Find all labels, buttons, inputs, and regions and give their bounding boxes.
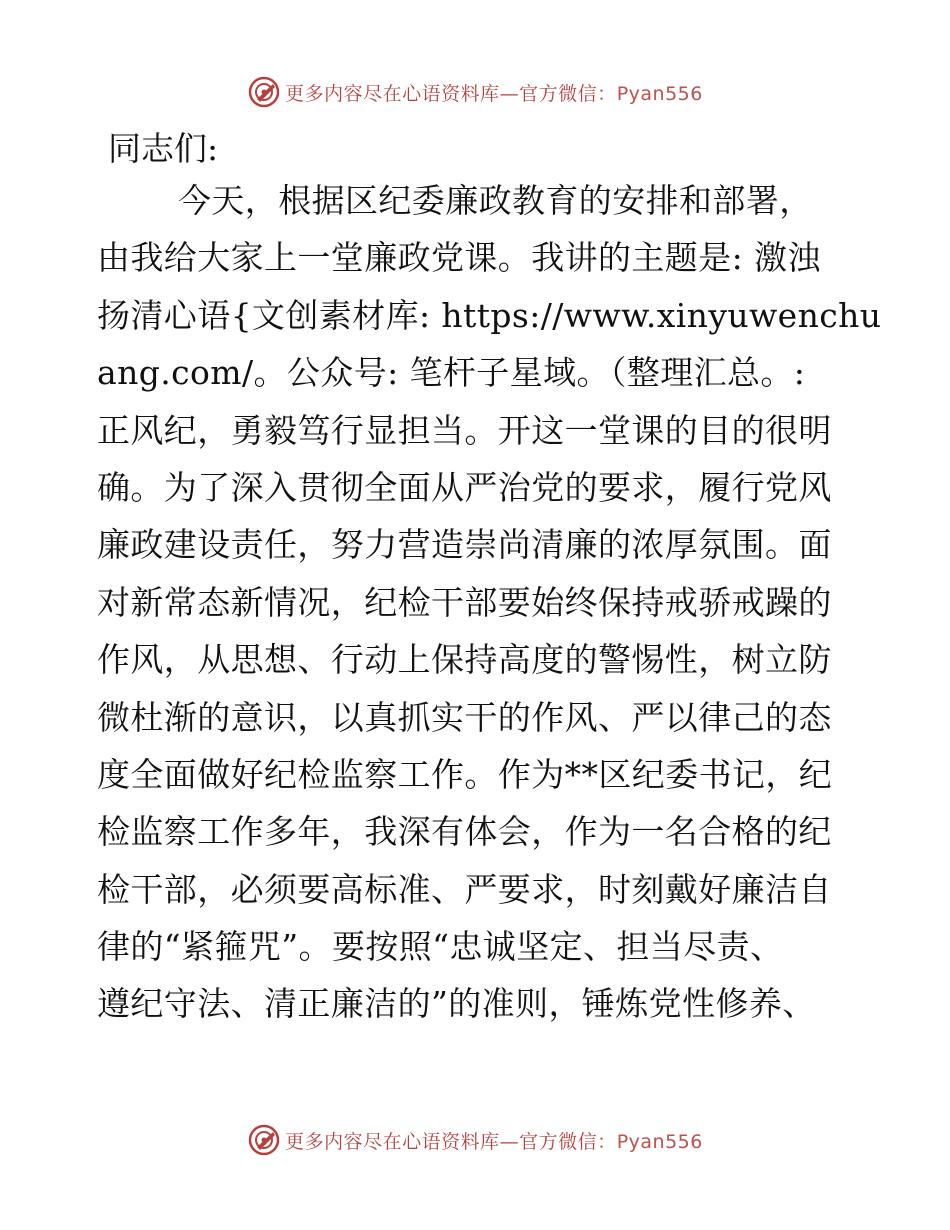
body-line: 检干部，必须要高标准、严要求，时刻戴好廉洁自 (97, 869, 832, 909)
document-body (97, 172, 882, 1033)
body-line: 对新常态新情况，纪检干部要始终保持戒骄戒躁的 (97, 582, 832, 622)
wechat-id: Pyan556 (616, 1130, 703, 1153)
body-line: 律的“紧箍咒”。要按照“忠诚坚定、担当尽责、 (97, 927, 784, 967)
body-line: 遵纪守法、清正廉洁的”的准则，锤炼党性修养、 (97, 984, 816, 1024)
brand-logo-icon (247, 75, 281, 109)
brand-logo-icon (247, 1123, 281, 1157)
body-line: 微杜渐的意识，以真抓实干的作风、严以律己的态 (97, 697, 832, 737)
footer-banner-text: 更多内容尽在心语资料库—官方微信：Pyan556 (285, 1130, 703, 1153)
header-banner-text: 更多内容尽在心语资料库—官方微信：Pyan556 (285, 82, 703, 105)
body-line: 正风纪，勇毅笃行显担当。开这一堂课的目的很明 (97, 410, 832, 450)
body-line: 今天，根据区纪委廉政教育的安排和部署， (178, 181, 813, 220)
body-line: ang.com/。公众号: 笔杆子星域。（整理汇总。: (97, 353, 806, 393)
greeting: 同志们: (108, 129, 219, 168)
wechat-id: Pyan556 (616, 82, 703, 105)
header-watermark-banner (0, 72, 950, 112)
footer-watermark-banner (0, 1120, 950, 1160)
body-line: 检监察工作多年，我深有体会，作为一名合格的纪 (97, 812, 832, 852)
body-line: 由我给大家上一堂廉政党课。我讲的主题是: 激浊 (97, 238, 821, 278)
body-line: 作风，从思想、行动上保持高度的警惕性，树立防 (97, 640, 832, 680)
body-line: 廉政建设责任，努力营造崇尚清廉的浓厚氛围。面 (97, 525, 832, 565)
body-line: 扬清心语{文创素材库: https://www.xinyuwenchu (97, 295, 882, 335)
body-line: 确。为了深入贯彻全面从严治党的要求，履行党风 (97, 467, 832, 507)
body-line: 度全面做好纪检监察工作。作为**区纪委书记，纪 (97, 754, 833, 794)
